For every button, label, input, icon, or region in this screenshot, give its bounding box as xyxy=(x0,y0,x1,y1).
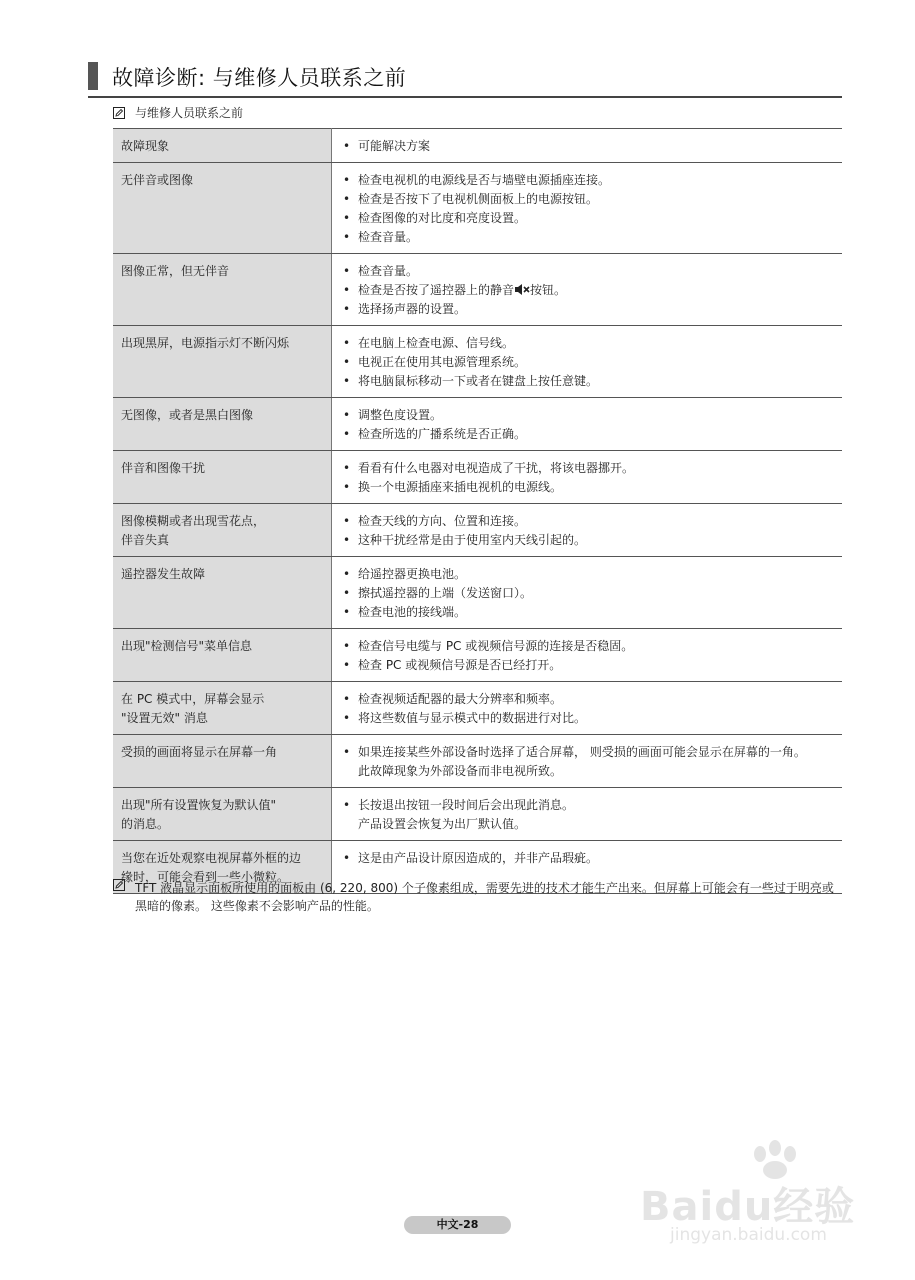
solution-item xyxy=(342,584,834,603)
solution-item xyxy=(342,709,834,728)
solution-cell xyxy=(332,451,843,504)
table-row xyxy=(113,682,842,735)
bullet: • xyxy=(343,139,351,153)
bullet: • xyxy=(343,302,351,316)
bullet: • xyxy=(343,173,351,187)
symptom-cell: 在 PC 模式中，屏幕会显示 "设置无效" 消息 xyxy=(113,682,332,735)
bullet: • xyxy=(343,658,351,672)
solution-item xyxy=(342,228,834,247)
solution-text: 检查信号电缆与 PC 或视频信号源的连接是否稳固。 xyxy=(358,639,634,653)
solution-item xyxy=(342,171,834,190)
bullet: • xyxy=(343,374,351,388)
solution-text: 按钮。 xyxy=(530,283,567,297)
bullet: • xyxy=(343,745,351,759)
bullet: • xyxy=(343,408,351,422)
solution-text: 给遥控器更换电池。 xyxy=(358,567,467,581)
header-solution-cell xyxy=(332,129,843,163)
solution-list xyxy=(342,565,834,622)
solution-text: 检查 PC 或视频信号源是否已经打开。 xyxy=(358,658,562,672)
solution-item xyxy=(342,425,834,444)
solution-cell xyxy=(332,557,843,629)
header-symptom: 故障现象 xyxy=(113,129,332,163)
bullet: • xyxy=(343,461,351,475)
solution-cell xyxy=(332,398,843,451)
bullet: • xyxy=(343,264,351,278)
solution-text: 擦拭遥控器的上端（发送窗口）。 xyxy=(358,586,533,600)
solution-text: 在电脑上检查电源、信号线。 xyxy=(358,336,515,350)
solution-text: 电视正在使用其电源管理系统。 xyxy=(358,355,527,369)
title-accent-bar xyxy=(88,62,98,90)
solution-text: 检查电池的接线端。 xyxy=(358,605,467,619)
bullet: • xyxy=(343,639,351,653)
page-number-badge: 中文-28 xyxy=(404,1216,511,1234)
solution-text: 换一个电源插座来插电视机的电源线。 xyxy=(358,480,563,494)
solution-text: 检查图像的对比度和亮度设置。 xyxy=(358,211,527,225)
note-icon xyxy=(113,107,125,119)
note-bottom-text: TFT 液晶显示面板所使用的面板由 (6, 220, 800) 个子像素组成，需要先进的技术才能生产出来。但屏幕上可能会有一些过于明亮或黑暗的像素。 这些像素不会影响产品的性能。 xyxy=(135,881,834,913)
solution-text: 长按退出按钮一段时间后会出现此消息。 产品设置会恢复为出厂默认值。 xyxy=(358,798,575,831)
solution-cell xyxy=(332,629,843,682)
solution-text: 将这些数值与显示模式中的数据进行对比。 xyxy=(358,711,587,725)
table-row xyxy=(113,735,842,788)
symptom-cell: 伴音和图像干扰 xyxy=(113,451,332,504)
solution-text: 选择扬声器的设置。 xyxy=(358,302,467,316)
bullet: • xyxy=(343,211,351,225)
solution-text: 看看有什么电器对电视造成了干扰，将该电器挪开。 xyxy=(358,461,635,475)
solution-text: 检查是否按下了电视机侧面板上的电源按钮。 xyxy=(358,192,599,206)
bullet: • xyxy=(343,711,351,725)
solution-item xyxy=(342,849,834,868)
solution-item xyxy=(342,603,834,622)
bullet: • xyxy=(343,192,351,206)
solution-text: 这种干扰经常是由于使用室内天线引起的。 xyxy=(358,533,587,547)
solution-list xyxy=(342,637,834,675)
solution-text: 调整色度设置。 xyxy=(358,408,443,422)
solution-text: 检查音量。 xyxy=(358,264,419,278)
solution-cell xyxy=(332,735,843,788)
note-bottom xyxy=(113,879,843,915)
solution-text: 这是由产品设计原因造成的，并非产品瑕疵。 xyxy=(358,851,599,865)
note-icon xyxy=(113,879,125,891)
bullet: • xyxy=(343,586,351,600)
symptom-cell: 遥控器发生故障 xyxy=(113,557,332,629)
solution-list xyxy=(342,262,834,319)
table-header-row xyxy=(113,129,842,163)
solution-item xyxy=(342,353,834,372)
solution-cell xyxy=(332,254,843,326)
watermark-url: jingyan.baidu.com xyxy=(670,1225,827,1245)
bullet: • xyxy=(343,283,351,297)
symptom-cell: 图像正常，但无伴音 xyxy=(113,254,332,326)
baidu-watermark xyxy=(640,1140,870,1250)
bullet: • xyxy=(343,480,351,494)
table-row xyxy=(113,163,842,254)
symptom-cell: 无图像，或者是黑白图像 xyxy=(113,398,332,451)
table-row xyxy=(113,788,842,841)
solution-item xyxy=(342,690,834,709)
solution-list xyxy=(342,743,834,781)
solution-list xyxy=(342,849,834,868)
solution-item xyxy=(342,656,834,675)
solution-item xyxy=(342,478,834,497)
table-row xyxy=(113,629,842,682)
bullet: • xyxy=(343,851,351,865)
bullet: • xyxy=(343,605,351,619)
page-title: 故障诊断: 与维修人员联系之前 xyxy=(112,66,407,90)
solution-item xyxy=(342,406,834,425)
bullet: • xyxy=(343,427,351,441)
solution-text: 如果连接某些外部设备时选择了适合屏幕， 则受损的画面可能会显示在屏幕的一角。 此故障现象为外部设备而非电视所致。 xyxy=(358,745,806,778)
solution-text: 检查音量。 xyxy=(358,230,419,244)
solution-cell xyxy=(332,326,843,398)
bullet: • xyxy=(343,533,351,547)
solution-list xyxy=(342,334,834,391)
symptom-cell: 出现"所有设置恢复为默认值" 的消息。 xyxy=(113,788,332,841)
note-top xyxy=(113,104,243,121)
bullet: • xyxy=(343,692,351,706)
solution-item xyxy=(342,796,834,834)
solution-item xyxy=(342,209,834,228)
solution-list xyxy=(342,512,834,550)
table-row xyxy=(113,451,842,504)
header-solution xyxy=(342,137,834,156)
symptom-cell: 出现"检测信号"菜单信息 xyxy=(113,629,332,682)
table-row xyxy=(113,557,842,629)
solution-cell xyxy=(332,504,843,557)
solution-item xyxy=(342,372,834,391)
solution-cell xyxy=(332,163,843,254)
solution-item xyxy=(342,300,834,319)
mute-icon xyxy=(514,283,530,296)
note-top-text: 与维修人员联系之前 xyxy=(135,106,244,120)
solution-list xyxy=(342,690,834,728)
symptom-cell: 无伴音或图像 xyxy=(113,163,332,254)
troubleshooting-table xyxy=(113,128,842,894)
symptom-cell: 出现黑屏，电源指示灯不断闪烁 xyxy=(113,326,332,398)
solution-text: 检查视频适配器的最大分辨率和频率。 xyxy=(358,692,563,706)
solution-item xyxy=(342,334,834,353)
solution-cell xyxy=(332,788,843,841)
solution-item xyxy=(342,531,834,550)
table-row xyxy=(113,504,842,557)
solution-text: 将电脑鼠标移动一下或者在键盘上按任意键。 xyxy=(358,374,599,388)
solution-list xyxy=(342,796,834,834)
header-solution-text: 可能解决方案 xyxy=(358,139,431,153)
solution-list xyxy=(342,406,834,444)
solution-cell xyxy=(332,682,843,735)
table-row xyxy=(113,254,842,326)
solution-item xyxy=(342,637,834,656)
bullet: • xyxy=(343,336,351,350)
solution-text: 检查电视机的电源线是否与墙壁电源插座连接。 xyxy=(358,173,611,187)
bullet: • xyxy=(343,514,351,528)
solution-list xyxy=(342,171,834,247)
solution-item xyxy=(342,459,834,478)
bullet: • xyxy=(343,355,351,369)
table-row xyxy=(113,398,842,451)
symptom-cell: 受损的画面将显示在屏幕一角 xyxy=(113,735,332,788)
paw-icon xyxy=(740,1140,810,1180)
table-row xyxy=(113,326,842,398)
solution-item xyxy=(342,743,834,781)
bullet: • xyxy=(343,230,351,244)
symptom-cell: 当您在近处观察电视屏幕外框的边 缘时，可能会看到一些小微粒。 xyxy=(113,841,332,894)
solution-item xyxy=(342,565,834,584)
solution-item xyxy=(342,262,834,281)
solution-text: 检查所选的广播系统是否正确。 xyxy=(358,427,527,441)
solution-list xyxy=(342,459,834,497)
solution-text: 检查是否按了遥控器上的静音 xyxy=(358,283,515,297)
symptom-cell: 图像模糊或者出现雪花点， 伴音失真 xyxy=(113,504,332,557)
solution-text: 检查天线的方向、位置和连接。 xyxy=(358,514,527,528)
watermark-brand: Baidu经验 xyxy=(640,1184,856,1230)
solution-item xyxy=(342,512,834,531)
bullet: • xyxy=(343,567,351,581)
solution-item xyxy=(342,281,834,300)
bullet: • xyxy=(343,798,351,812)
page-header xyxy=(88,58,842,98)
solution-item xyxy=(342,190,834,209)
